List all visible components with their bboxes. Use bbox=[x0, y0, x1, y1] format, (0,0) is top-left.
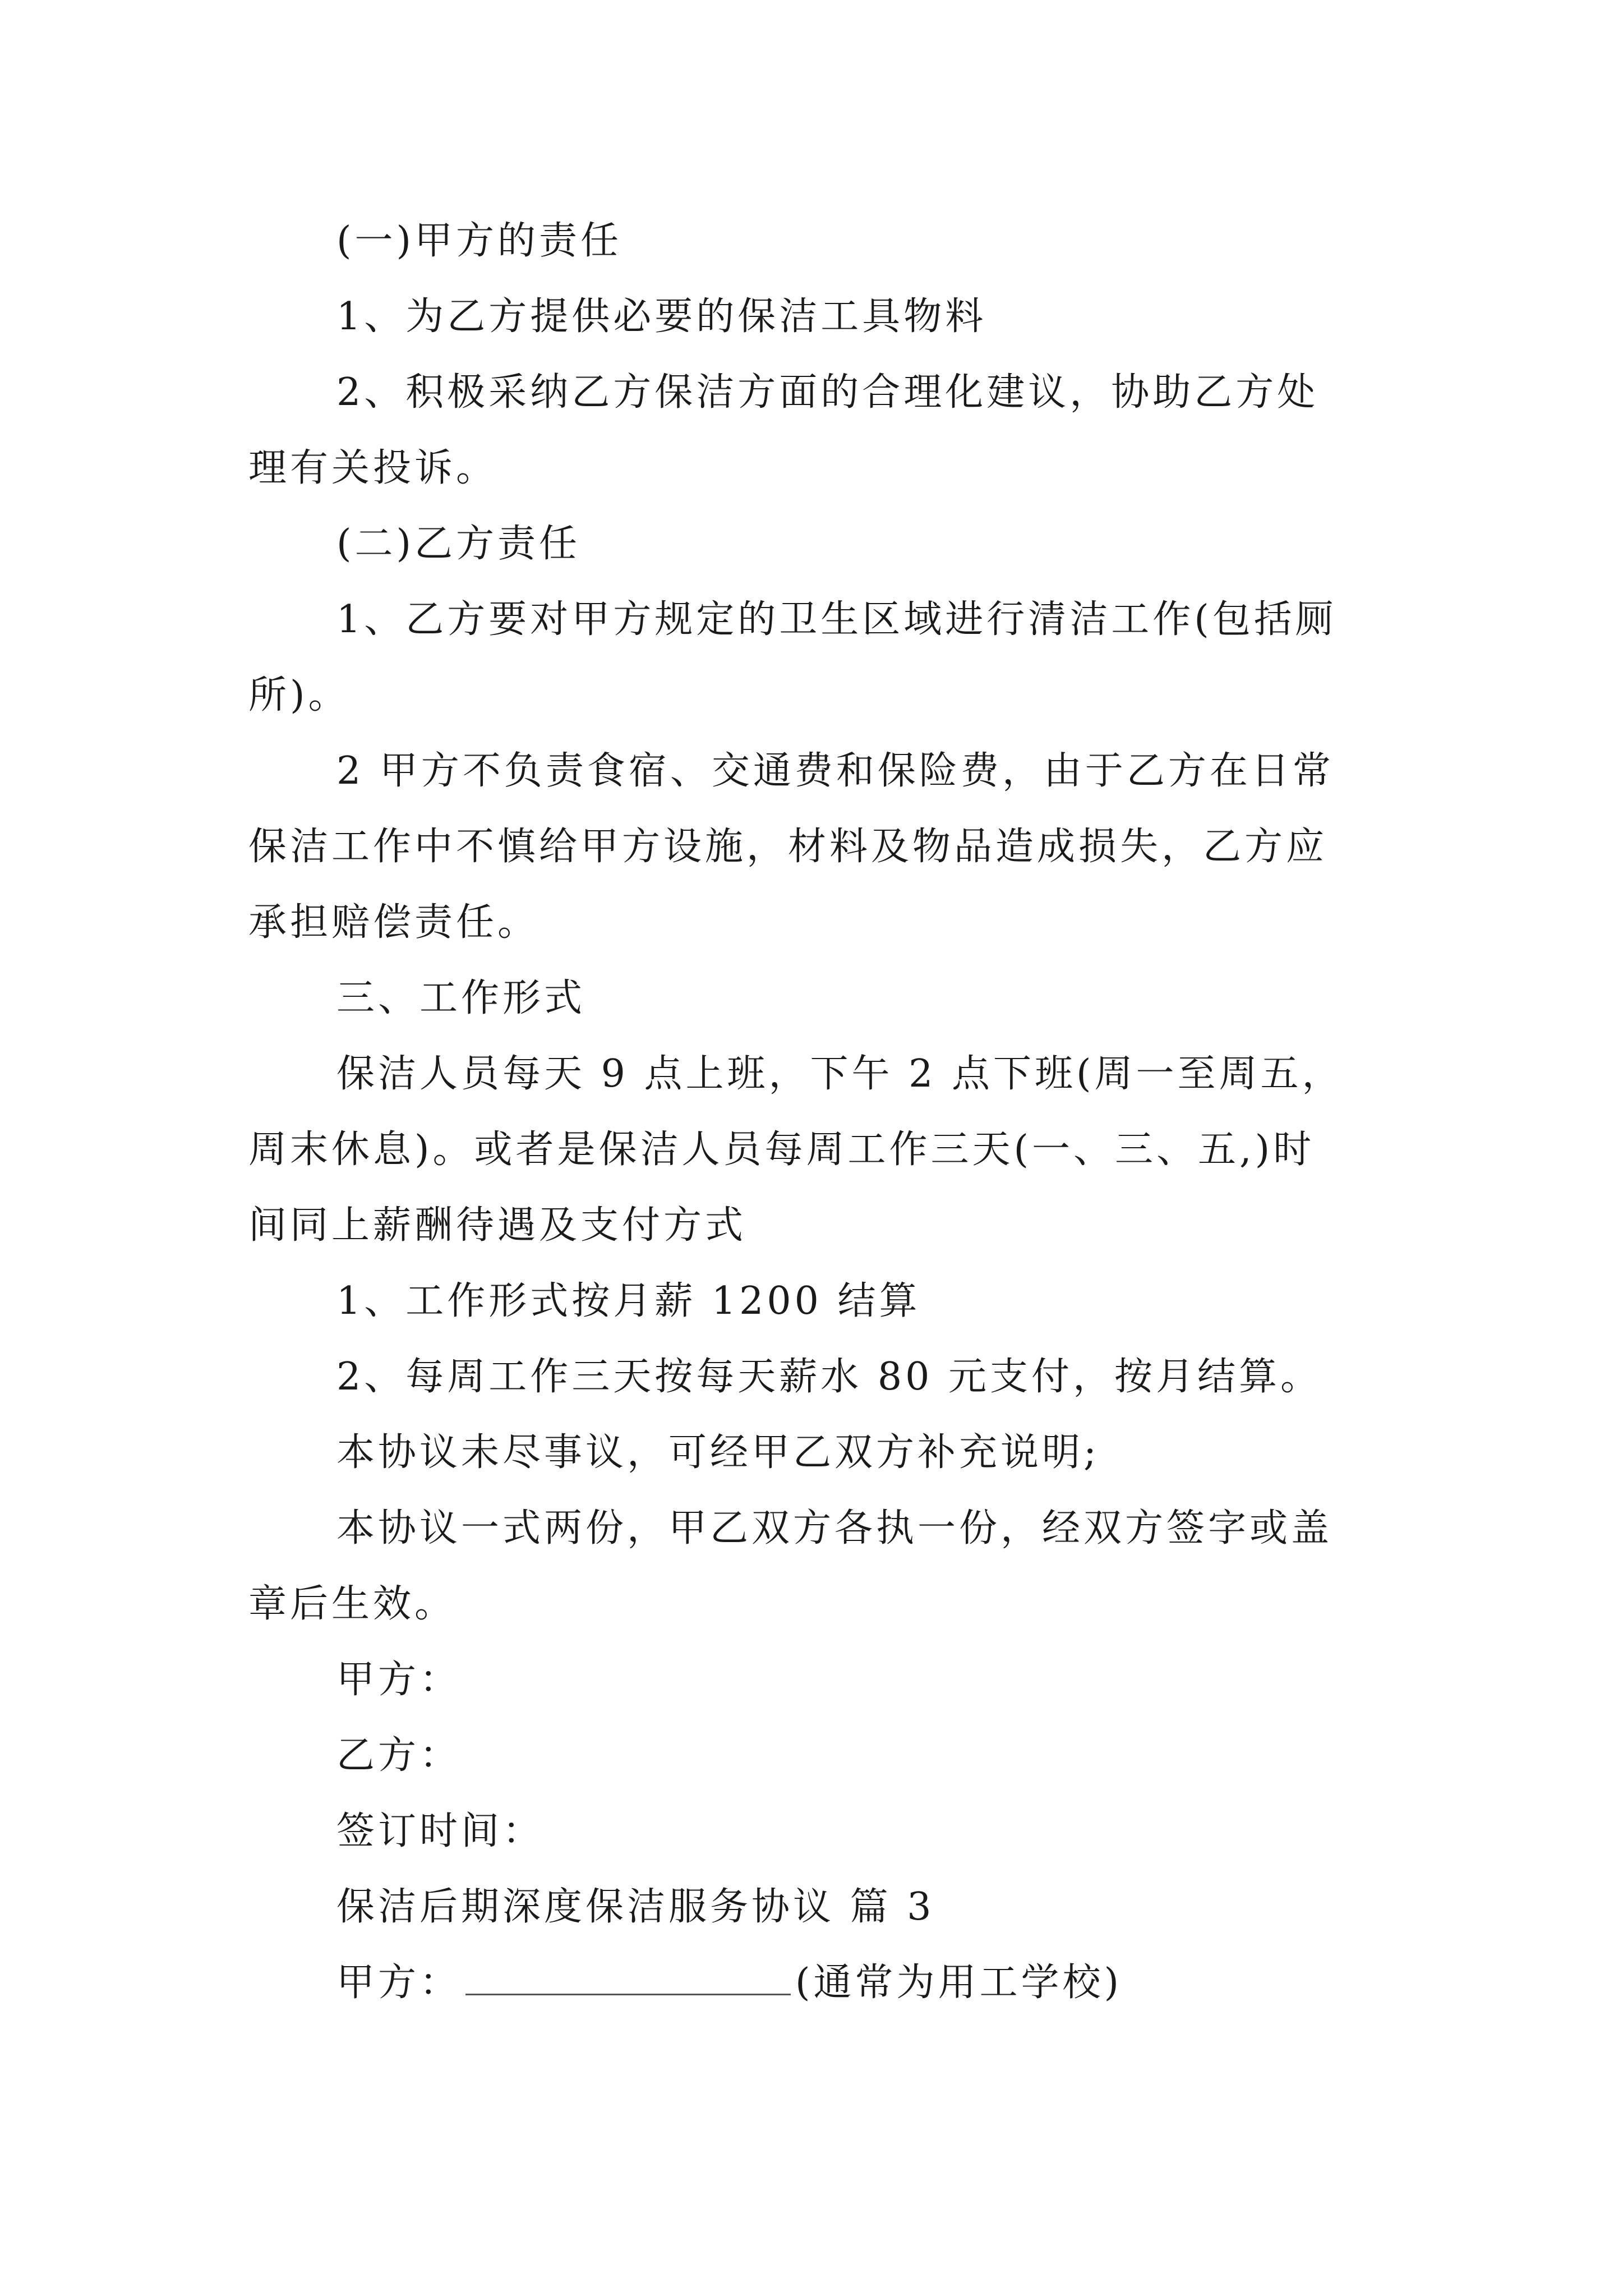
paragraph-line: 1、乙方要对甲方规定的卫生区域进行清洁工作(包括厕 bbox=[336, 597, 1337, 642]
section-heading: (一)甲方的责任 bbox=[336, 219, 623, 263]
section-heading: 三、工作形式 bbox=[336, 976, 586, 1020]
paragraph-line: 理有关投诉。 bbox=[248, 446, 498, 490]
paragraph-line: 保洁工作中不慎给甲方设施，材料及物品造成损失，乙方应 bbox=[248, 825, 1328, 869]
paragraph-line: 1、工作形式按月薪 1200 结算 bbox=[336, 1279, 921, 1323]
paragraph-line: 本协议未尽事议，可经甲乙双方补充说明; bbox=[336, 1430, 1100, 1475]
paragraph-line: 保洁人员每天 9 点上班，下午 2 点下班(周一至周五， bbox=[336, 1052, 1344, 1096]
paragraph-line: 2 甲方不负责食宿、交通费和保险费，由于乙方在日常 bbox=[336, 749, 1334, 793]
blank-underline bbox=[465, 1960, 791, 1995]
party-a-label: 甲方： bbox=[336, 1961, 462, 2005]
party-a-note: (通常为用工学校) bbox=[795, 1961, 1123, 2005]
paragraph-line: 本协议一式两份，甲乙双方各执一份，经双方签字或盖 bbox=[336, 1506, 1333, 1550]
paragraph-line: 周末休息)。或者是保洁人员每周工作三天(一、三、五,)时 bbox=[248, 1128, 1315, 1172]
agreement-title: 保洁后期深度保洁服务协议 篇 3 bbox=[336, 1885, 935, 1929]
section-heading: (二)乙方责任 bbox=[336, 522, 581, 566]
paragraph-line: 所)。 bbox=[248, 673, 350, 717]
signature-party-b: 乙方： bbox=[336, 1733, 462, 1778]
paragraph-line: 章后生效。 bbox=[248, 1582, 457, 1626]
signing-date: 签订时间： bbox=[336, 1809, 545, 1853]
signature-party-a: 甲方： bbox=[336, 1658, 462, 1702]
party-a-field bbox=[336, 1958, 1481, 2008]
paragraph-line: 1、为乙方提供必要的保洁工具物料 bbox=[336, 295, 987, 339]
paragraph-line: 2、每周工作三天按每天薪水 80 元支付，按月结算。 bbox=[336, 1355, 1322, 1399]
paragraph-line: 间同上薪酬待遇及支付方式 bbox=[248, 1203, 747, 1248]
paragraph-line: 2、积极采纳乙方保洁方面的合理化建议，协助乙方处 bbox=[336, 370, 1319, 415]
paragraph-line: 承担赔偿责任。 bbox=[248, 900, 540, 945]
